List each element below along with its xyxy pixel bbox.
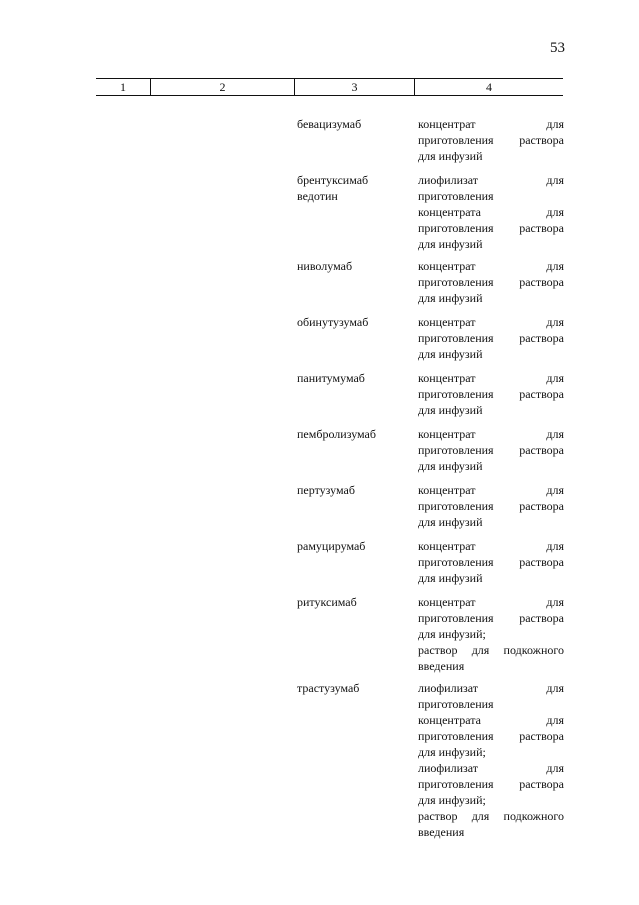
dosage-form-line — [418, 258, 564, 274]
drug-name-line: рамуцирумаб — [297, 539, 366, 553]
drug-name-line: брентуксимаб — [297, 173, 369, 187]
dosage-form-line — [418, 728, 564, 744]
dosage-form-line — [418, 132, 564, 148]
dosage-form-word: для — [546, 427, 564, 441]
drug-name — [297, 538, 412, 554]
dosage-form-line — [418, 458, 564, 474]
dosage-form — [418, 680, 564, 840]
dosage-form-word: раствора — [519, 221, 564, 235]
dosage-form-word: для инфузий — [418, 571, 483, 585]
dosage-form — [418, 594, 564, 674]
dosage-form — [418, 314, 564, 362]
dosage-form-line — [418, 744, 564, 760]
dosage-form-word: для инфузий — [418, 403, 483, 417]
dosage-form-word: приготовления — [418, 189, 494, 203]
dosage-form-word: для инфузий — [418, 149, 483, 163]
dosage-form-word: концентрат — [418, 117, 476, 131]
drug-name-line: трастузумаб — [297, 681, 360, 695]
dosage-form-word: для — [546, 173, 564, 187]
dosage-form-word: лиофилизат — [418, 173, 479, 187]
dosage-form-line — [418, 402, 564, 418]
dosage-form-word: раствора — [519, 443, 564, 457]
dosage-form-word: для — [546, 205, 564, 219]
dosage-form-line — [418, 760, 564, 776]
drug-name-line: ведотин — [297, 189, 338, 203]
drug-name-line: ритуксимаб — [297, 595, 357, 609]
dosage-form-word: для — [546, 315, 564, 329]
dosage-form-line — [418, 426, 564, 442]
dosage-form-line — [418, 172, 564, 188]
drug-name — [297, 482, 412, 498]
drug-name — [297, 314, 412, 330]
dosage-form-word: концентрат — [418, 259, 476, 273]
dosage-form-word: концентрат — [418, 539, 476, 553]
drug-name-line: бевацизумаб — [297, 117, 362, 131]
dosage-form-word: для — [546, 483, 564, 497]
dosage-form-word: для инфузий — [418, 515, 483, 529]
dosage-form-word: приготовления — [418, 387, 494, 401]
dosage-form-word: для — [546, 595, 564, 609]
dosage-form-word: концентрата — [418, 713, 481, 727]
dosage-form-word: раствора — [519, 331, 564, 345]
dosage-form-line — [418, 554, 564, 570]
dosage-form-word: концентрата — [418, 205, 481, 219]
dosage-form-word: приготовления — [418, 443, 494, 457]
dosage-form-word: концентрат — [418, 595, 476, 609]
dosage-form-line — [418, 314, 564, 330]
dosage-form-word: приготовления — [418, 331, 494, 345]
dosage-form-word: раствора — [519, 387, 564, 401]
dosage-form-word: приготовления — [418, 611, 494, 625]
dosage-form-line — [418, 514, 564, 530]
dosage-form — [418, 172, 564, 252]
drug-name — [297, 116, 412, 132]
dosage-form-word: для — [471, 643, 490, 657]
dosage-form-word: приготовления — [418, 133, 494, 147]
drug-name — [297, 594, 412, 610]
dosage-form-word: для инфузий — [418, 291, 483, 305]
dosage-form-line — [418, 236, 564, 252]
dosage-form-word: раствора — [519, 777, 564, 791]
dosage-form — [418, 538, 564, 586]
dosage-form-line — [418, 330, 564, 346]
dosage-form-line — [418, 792, 564, 808]
dosage-form-line — [418, 498, 564, 514]
dosage-form-word: концентрат — [418, 483, 476, 497]
dosage-form-word: для инфузий — [418, 237, 483, 251]
table-header-row — [96, 78, 563, 96]
dosage-form-line — [418, 680, 564, 696]
dosage-form — [418, 116, 564, 164]
dosage-form-line — [418, 642, 564, 658]
dosage-form — [418, 482, 564, 530]
dosage-form-line — [418, 220, 564, 236]
dosage-form-word: подкожного — [503, 809, 564, 823]
dosage-form-word: раствора — [519, 729, 564, 743]
dosage-form-word: раствор — [418, 809, 458, 823]
dosage-form-word: концентрат — [418, 427, 476, 441]
page-number: 53 — [550, 40, 565, 56]
dosage-form — [418, 426, 564, 474]
dosage-form-line — [418, 370, 564, 386]
dosage-form-line — [418, 442, 564, 458]
dosage-form-line — [418, 808, 564, 824]
dosage-form-word: приготовления — [418, 777, 494, 791]
dosage-form-word: для инфузий; — [418, 745, 486, 759]
dosage-form-word: лиофилизат — [418, 761, 479, 775]
dosage-form-word: приготовления — [418, 697, 494, 711]
header-cell-3: 3 — [294, 79, 414, 95]
dosage-form-word: для — [546, 761, 564, 775]
dosage-form-word: приготовления — [418, 499, 494, 513]
dosage-form-line — [418, 626, 564, 642]
header-cell-1: 1 — [120, 79, 126, 94]
dosage-form-line — [418, 824, 564, 840]
dosage-form-word: для — [471, 809, 490, 823]
dosage-form-line — [418, 610, 564, 626]
dosage-form-line — [418, 290, 564, 306]
drug-name-line: пембролизумаб — [297, 427, 376, 441]
dosage-form-line — [418, 594, 564, 610]
dosage-form-line — [418, 386, 564, 402]
drug-name — [297, 258, 412, 274]
header-cell-2: 2 — [150, 79, 294, 95]
dosage-form-word: для — [546, 259, 564, 273]
dosage-form-word: введения — [418, 825, 465, 839]
dosage-form-word: приготовления — [418, 275, 494, 289]
dosage-form-word: раствор — [418, 643, 458, 657]
drug-name — [297, 172, 412, 204]
dosage-form-word: для — [546, 713, 564, 727]
dosage-form-word: приготовления — [418, 729, 494, 743]
dosage-form-word: концентрат — [418, 371, 476, 385]
drug-name-line: ниволумаб — [297, 259, 353, 273]
drug-name — [297, 680, 412, 696]
header-cell-4: 4 — [414, 79, 563, 95]
dosage-form-line — [418, 538, 564, 554]
dosage-form-word: для — [546, 117, 564, 131]
dosage-form-line — [418, 274, 564, 290]
dosage-form-line — [418, 346, 564, 362]
dosage-form-word: введения — [418, 659, 465, 673]
dosage-form-word: раствора — [519, 555, 564, 569]
dosage-form-word: для — [546, 371, 564, 385]
dosage-form-line — [418, 776, 564, 792]
dosage-form-word: для инфузий; — [418, 793, 486, 807]
dosage-form-word: раствора — [519, 611, 564, 625]
dosage-form-word: приготовления — [418, 555, 494, 569]
dosage-form — [418, 370, 564, 418]
drug-name-line: обинутузумаб — [297, 315, 369, 329]
dosage-form-word: приготовления — [418, 221, 494, 235]
dosage-form-word: раствора — [519, 275, 564, 289]
dosage-form-line — [418, 204, 564, 220]
dosage-form-word: подкожного — [503, 643, 564, 657]
dosage-form-word: для — [546, 539, 564, 553]
drug-name-line: панитумумаб — [297, 371, 365, 385]
dosage-form-line — [418, 482, 564, 498]
dosage-form-line — [418, 116, 564, 132]
dosage-form-word: раствора — [519, 133, 564, 147]
dosage-form-line — [418, 712, 564, 728]
dosage-form-line — [418, 658, 564, 674]
drug-name-line: пертузумаб — [297, 483, 355, 497]
dosage-form-line — [418, 696, 564, 712]
drug-name — [297, 370, 412, 386]
dosage-form-line — [418, 188, 564, 204]
dosage-form-word: для — [546, 681, 564, 695]
dosage-form-word: для инфузий — [418, 459, 483, 473]
dosage-form-word: концентрат — [418, 315, 476, 329]
dosage-form-word: для инфузий — [418, 347, 483, 361]
dosage-form-word: лиофилизат — [418, 681, 479, 695]
dosage-form-word: для инфузий; — [418, 627, 486, 641]
dosage-form-line — [418, 148, 564, 164]
dosage-form-line — [418, 570, 564, 586]
drug-name — [297, 426, 412, 442]
dosage-form — [418, 258, 564, 306]
dosage-form-word: раствора — [519, 499, 564, 513]
